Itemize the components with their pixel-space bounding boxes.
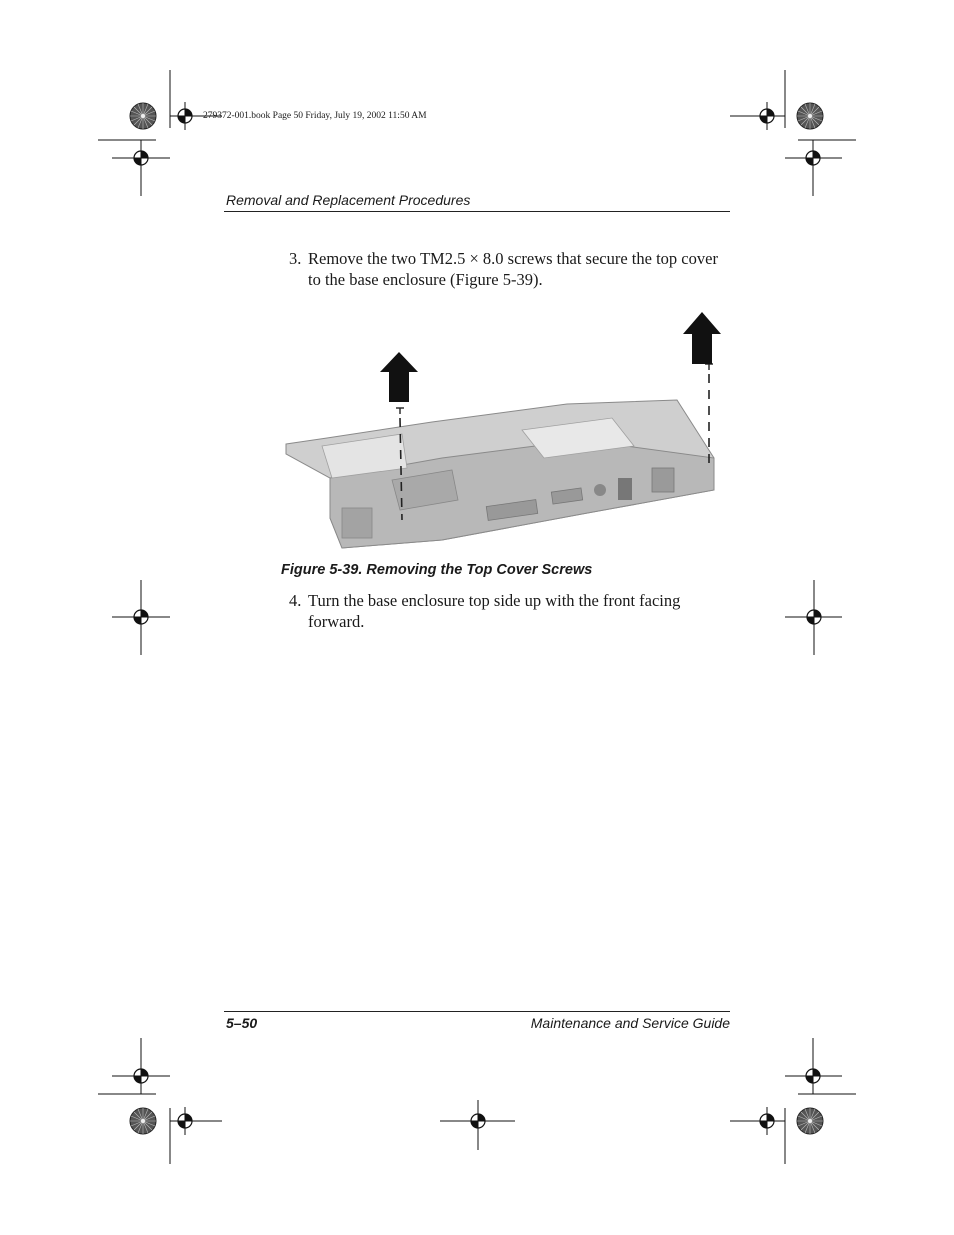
step-3 [289,248,729,292]
page-number: 5–50 [226,1015,258,1031]
figure-caption: Figure 5-39. Removing the Top Cover Screws [281,562,593,578]
book-slug-line: 279372-001.book Page 50 Friday, July 19, 2002 11:50 AM [203,111,427,121]
step-number: 4. [289,591,302,610]
header-rule [224,211,730,212]
step-4 [289,590,729,634]
footer-title: Maintenance and Service Guide [530,1015,730,1031]
step-text: Remove the two TM2.5 × 8.0 screws that secure the top cover to the base enclosure (Figure 5-39). [308,249,718,289]
footer-rule [224,1011,730,1012]
figure-base-enclosure-illustration [282,308,722,552]
running-head: Removal and Replacement Procedures [226,192,471,208]
step-number: 3. [289,249,302,268]
step-text: Turn the base enclosure top side up with the front facing forward. [308,591,681,631]
